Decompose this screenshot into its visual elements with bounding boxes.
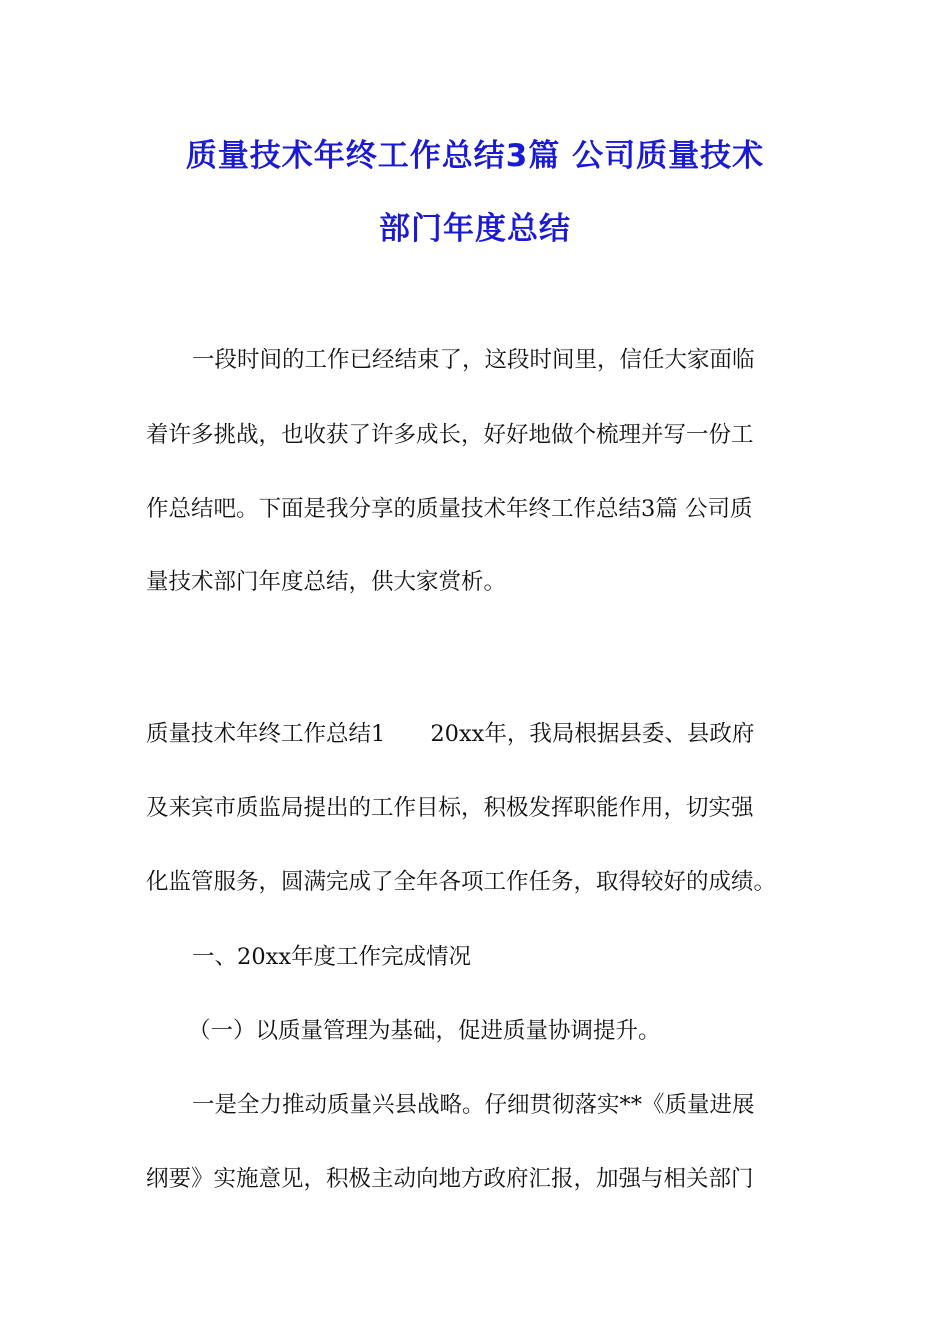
document-title-line-2: 部门年度总结 xyxy=(379,211,571,247)
subsection-heading: （一）以质量管理为基础，促进质量协调提升。 xyxy=(188,1018,661,1044)
body-line-6: 一是全力推动质量兴县战略。仔细贯彻落实**《质量进展 xyxy=(192,1092,755,1118)
body-line-7: 纲要》实施意见，积极主动向地方政府汇报，加强与相关部门 xyxy=(146,1166,754,1192)
intro-paragraph-line-2: 着许多挑战，也收获了许多成长，好好地做个梳理并写一份工 xyxy=(146,422,754,448)
body-line-2: 及来宾市质监局提出的工作目标，积极发挥职能作用，切实强 xyxy=(146,795,754,821)
intro-paragraph-line-4: 量技术部门年度总结，供大家赏析。 xyxy=(146,569,507,595)
document-title-line-1: 质量技术年终工作总结3篇 公司质量技术 xyxy=(185,138,765,174)
intro-paragraph-line-3: 作总结吧。下面是我分享的质量技术年终工作总结3篇 公司质 xyxy=(146,496,753,522)
intro-paragraph-line-1: 一段时间的工作已经结束了，这段时间里，信任大家面临 xyxy=(192,347,755,373)
section-heading: 一、20xx年度工作完成情况 xyxy=(192,944,472,970)
body-line-3: 化监管服务，圆满完成了全年各项工作任务，取得较好的成绩。 xyxy=(146,869,777,895)
body-line-1: 质量技术年终工作总结1 20xx年，我局根据县委、县政府 xyxy=(146,721,755,747)
